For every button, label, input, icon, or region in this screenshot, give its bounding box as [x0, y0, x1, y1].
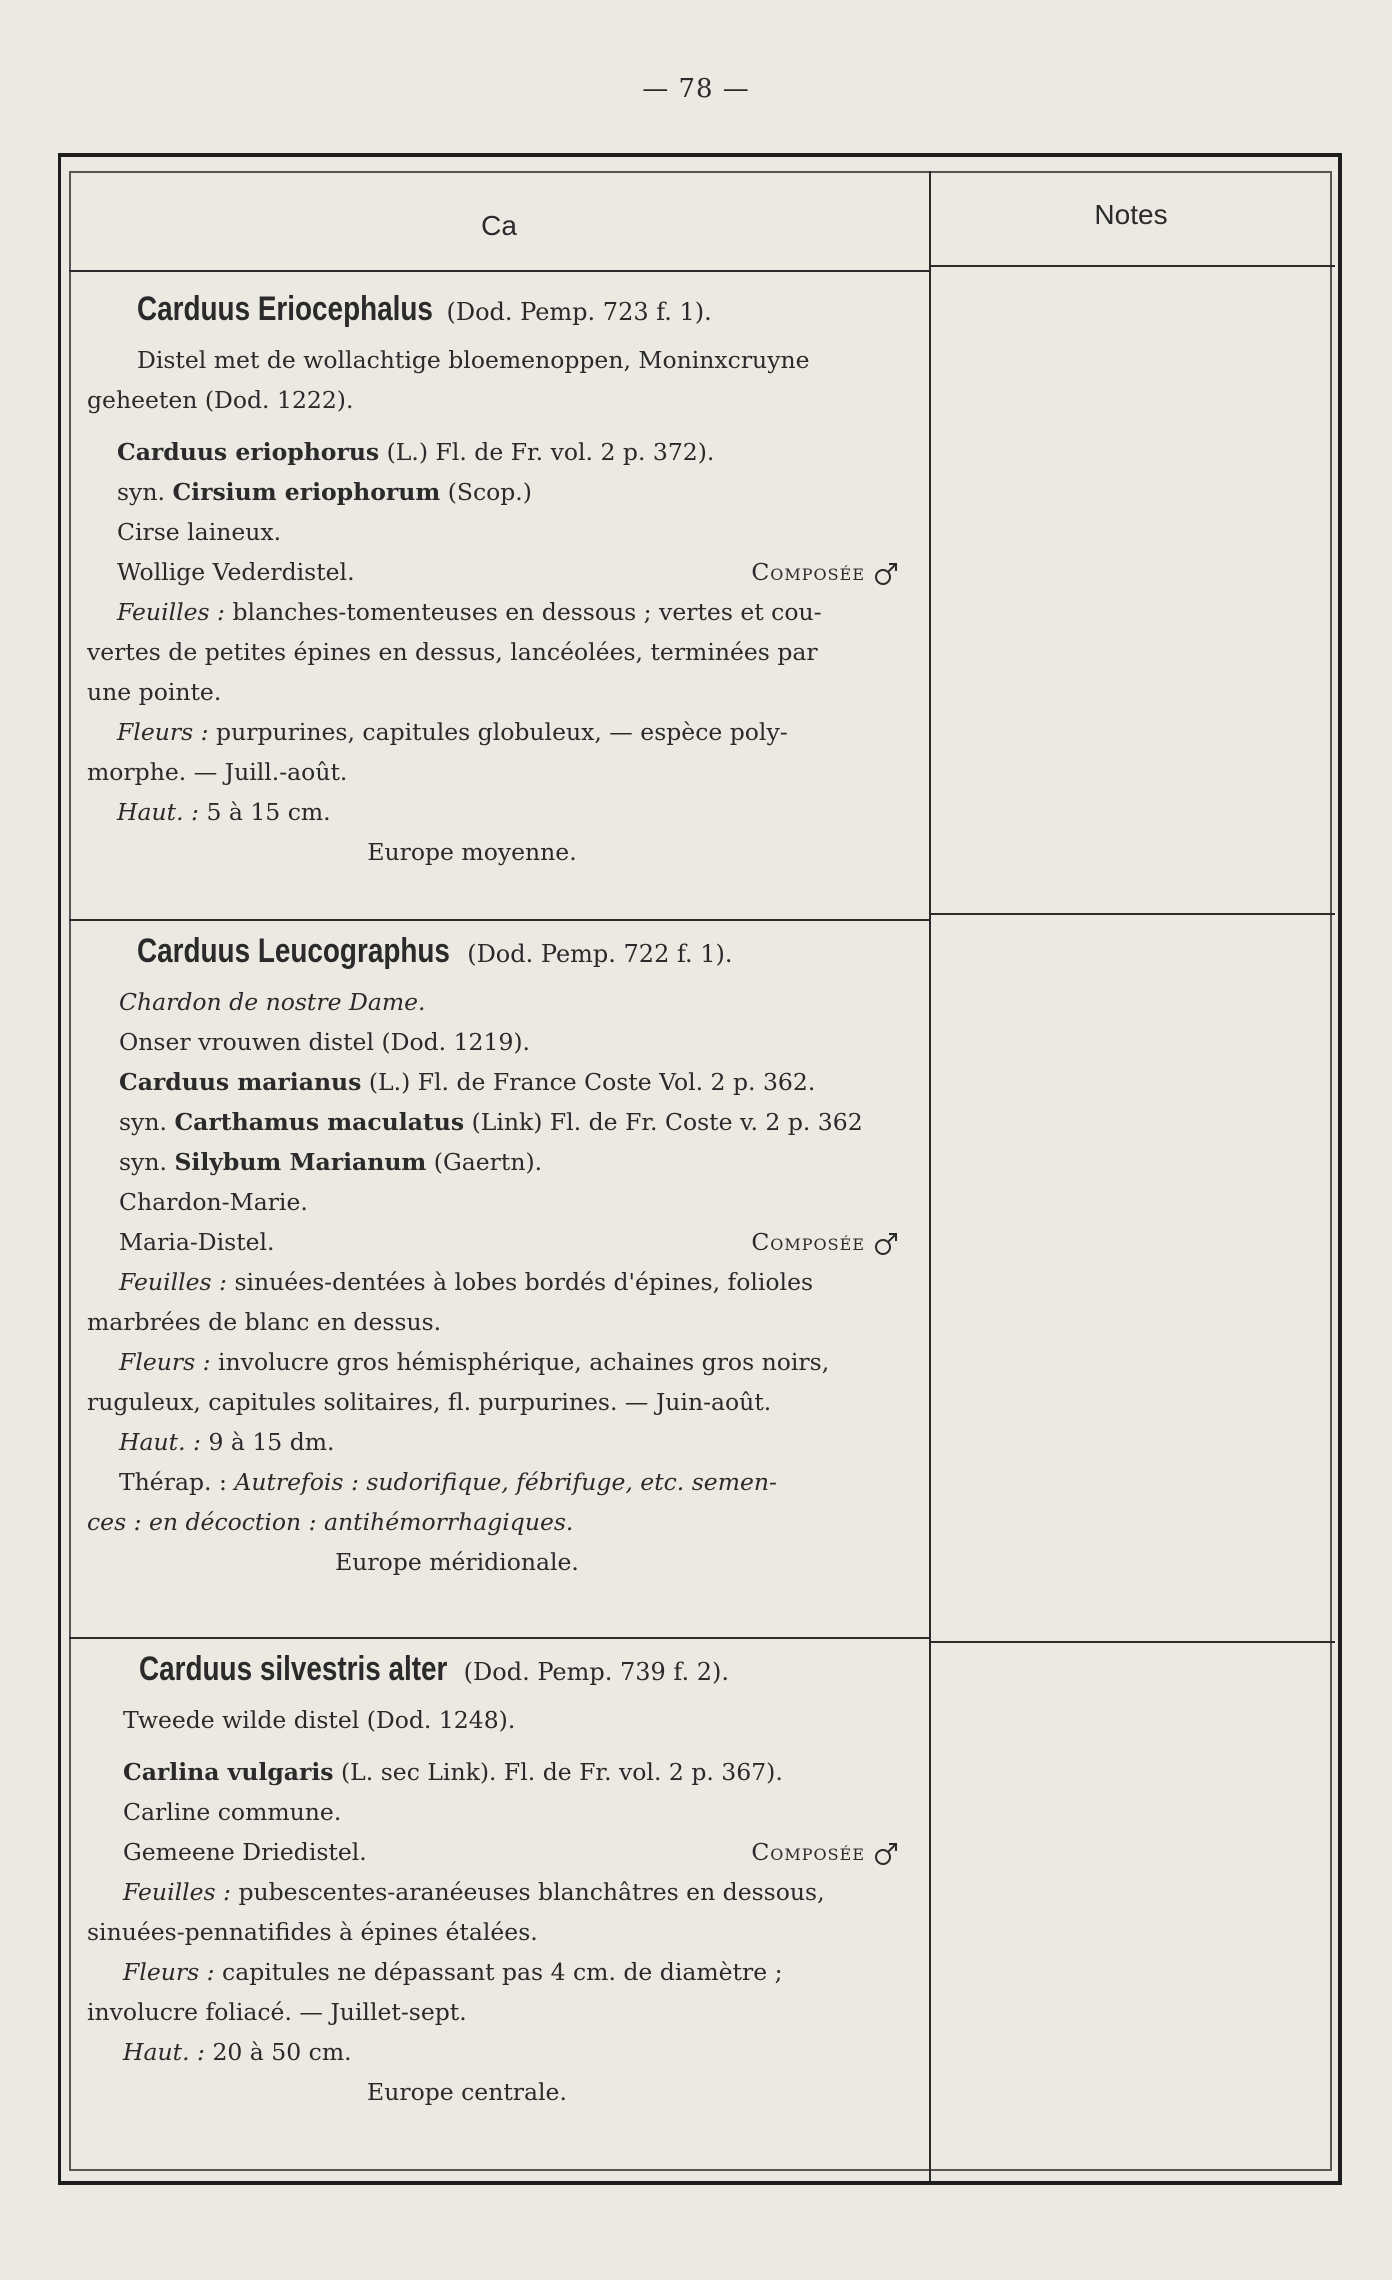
desc-text-cont: vertes de petites épines en dessus, lancéolées, terminées par	[87, 638, 818, 666]
french-name: Chardon-Marie.	[119, 1188, 308, 1216]
syn-label: syn.	[119, 1108, 167, 1136]
latin-reference: (L.) Fl. de Fr. vol. 2 p. 372).	[386, 438, 715, 466]
desc-text: sinuées-dentées à lobes bordés d'épines, folioles	[234, 1268, 814, 1296]
desc-label: Feuilles :	[119, 1268, 227, 1296]
synonym-name: Silybum Marianum	[174, 1148, 427, 1176]
description-line: Distel met de wollachtige bloemenoppen, Moninxcruyne	[137, 346, 810, 374]
species-reference: (Dod. Pemp. 722 f. 1).	[467, 940, 733, 968]
desc-label: Haut. :	[119, 1428, 201, 1456]
desc-label: Feuilles :	[117, 598, 225, 626]
family-name: Composée	[751, 1838, 865, 1866]
therap-text: Autrefois : sudorifique, fébrifuge, etc. semen-	[234, 1468, 777, 1496]
latin-reference: (L. sec Link). Fl. de Fr. vol. 2 p. 367).	[341, 1758, 783, 1786]
male-symbol-icon	[873, 561, 899, 587]
desc-label: Haut. :	[117, 798, 199, 826]
synonym-reference: (Gaertn).	[433, 1148, 543, 1176]
page-number: — 78 —	[642, 74, 750, 104]
latin-name: Carlina vulgaris	[123, 1758, 334, 1786]
desc-label: Fleurs :	[123, 1958, 215, 1986]
region: Europe moyenne.	[367, 838, 577, 866]
family-name: Composée	[751, 558, 865, 586]
desc-text: pubescentes-aranéeuses blanchâtres en dessous,	[238, 1878, 825, 1906]
desc-label: Haut. :	[123, 2038, 205, 2066]
description-line: geheeten (Dod. 1222).	[87, 386, 354, 414]
description-line: Tweede wilde distel (Dod. 1248).	[123, 1706, 516, 1734]
species-name: Carduus Leucographus	[137, 932, 450, 970]
desc-text-cont: sinuées-pennatifides à épines étalées.	[87, 1918, 538, 1946]
desc-text: capitules ne dépassant pas 4 cm. de diamètre ;	[222, 1958, 783, 1986]
desc-text: purpurines, capitules globuleux, — espèce poly-	[216, 718, 788, 746]
latin-name: Carduus eriophorus	[117, 438, 380, 466]
region: Europe centrale.	[367, 2078, 567, 2106]
synonym-name: Cirsium eriophorum	[172, 478, 441, 506]
desc-text: 5 à 15 cm.	[206, 798, 331, 826]
entry-carduus-eriocephalus	[87, 289, 927, 872]
description-line: Onser vrouwen distel (Dod. 1219).	[119, 1028, 531, 1056]
latin-name: Carduus marianus	[119, 1068, 362, 1096]
desc-text-cont: morphe. — Juill.-août.	[87, 758, 348, 786]
synonym-reference: (Link) Fl. de Fr. Coste v. 2 p. 362	[471, 1108, 863, 1136]
desc-text: involucre gros hémisphérique, achaines gros noirs,	[218, 1348, 830, 1376]
family-name: Composée	[751, 1228, 865, 1256]
therap-label: Thérap. :	[119, 1468, 227, 1496]
species-name: Carduus Eriocephalus	[137, 290, 433, 328]
desc-text-cont: ruguleux, capitules solitaires, fl. purpurines. — Juin-août.	[87, 1388, 772, 1416]
old-french-name: Chardon de nostre Dame.	[119, 988, 426, 1016]
desc-text-cont: marbrées de blanc en dessus.	[87, 1308, 442, 1336]
desc-text: 20 à 50 cm.	[212, 2038, 352, 2066]
desc-text: 9 à 15 dm.	[208, 1428, 335, 1456]
species-reference: (Dod. Pemp. 739 f. 2).	[463, 1658, 729, 1686]
entry-carduus-silvestris-alter	[87, 1649, 927, 2112]
dutch-name: Wollige Vederdistel.	[117, 558, 355, 586]
therap-text-cont: ces : en décoction : antihémorrhagiques.	[87, 1508, 574, 1536]
synonym-name: Carthamus maculatus	[174, 1108, 465, 1136]
syn-label: syn.	[119, 1148, 167, 1176]
column-header-notes: Notes	[1094, 199, 1168, 230]
synonym-reference: (Scop.)	[447, 478, 532, 506]
desc-text: blanches-tomenteuses en dessous ; vertes et cou-	[232, 598, 822, 626]
french-name: Cirse laineux.	[117, 518, 282, 546]
male-symbol-icon	[873, 1231, 899, 1257]
syn-label: syn.	[117, 478, 165, 506]
desc-label: Fleurs :	[117, 718, 209, 746]
desc-label: Feuilles :	[123, 1878, 231, 1906]
french-name: Carline commune.	[123, 1798, 342, 1826]
dutch-name: Maria-Distel.	[119, 1228, 275, 1256]
species-reference: (Dod. Pemp. 723 f. 1).	[446, 298, 712, 326]
species-name: Carduus silvestris alter	[139, 1650, 448, 1688]
desc-text-cont: une pointe.	[87, 678, 222, 706]
male-symbol-icon	[873, 1841, 899, 1867]
latin-reference: (L.) Fl. de France Coste Vol. 2 p. 362.	[368, 1068, 816, 1096]
column-divider	[929, 171, 931, 2181]
region: Europe méridionale.	[335, 1548, 579, 1576]
desc-text-cont: involucre foliacé. — Juillet-sept.	[87, 1998, 467, 2026]
column-header-ca: Ca	[481, 210, 517, 241]
herbarium-table	[58, 153, 1342, 2185]
dutch-name: Gemeene Driedistel.	[123, 1838, 367, 1866]
entry-carduus-leucographus	[87, 931, 927, 1582]
desc-label: Fleurs :	[119, 1348, 211, 1376]
